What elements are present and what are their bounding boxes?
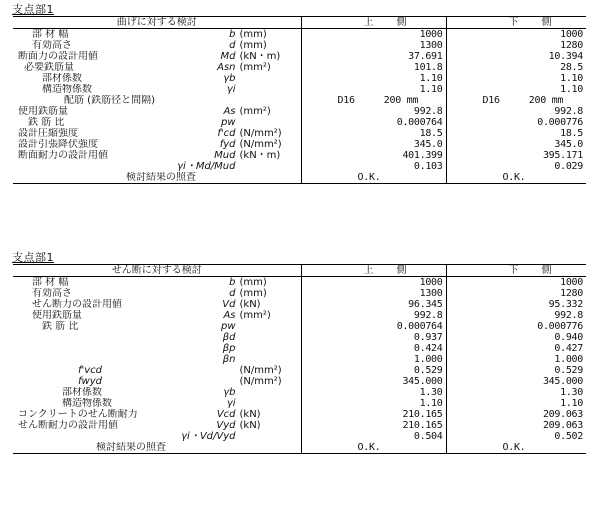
row-symbol: γi・Md/Mud xyxy=(177,161,236,172)
value-upper: 1.000 xyxy=(301,354,446,365)
row-unit: (kN・m) xyxy=(239,150,281,161)
table-row xyxy=(13,128,586,139)
value-upper: O.K. xyxy=(301,172,446,184)
table-row xyxy=(13,51,586,62)
row-symbol: Vcd xyxy=(216,409,236,420)
row-symbol: Mud xyxy=(214,150,236,161)
row-label xyxy=(13,321,301,332)
header-row xyxy=(13,265,586,277)
table-row xyxy=(13,387,586,398)
row-unit: (kN) xyxy=(239,420,261,431)
row-label xyxy=(13,73,301,84)
row-name: 必要鉄筋量 xyxy=(24,62,74,73)
value-lower: 345.0 xyxy=(554,139,583,150)
table-row xyxy=(13,161,586,172)
row-symbol: βn xyxy=(222,354,236,365)
value-upper: 0.103 xyxy=(301,161,446,172)
row-symbol: fyd xyxy=(219,139,236,150)
value-lower: 1.30 xyxy=(560,387,583,398)
row-symbol: b xyxy=(229,29,236,40)
value-lower: 0.502 xyxy=(554,431,583,442)
row-label xyxy=(13,409,301,420)
row-symbol: As xyxy=(223,310,236,321)
value-lower: 1.10 xyxy=(560,73,583,84)
value-upper: 37.691 xyxy=(301,51,446,62)
row-unit: (kN) xyxy=(239,409,261,420)
value-upper: 0.937 xyxy=(301,332,446,343)
section1-title: 支点部1 xyxy=(12,3,54,16)
row-name: 設計圧縮強度 xyxy=(18,128,78,139)
row-label xyxy=(13,95,301,106)
row-label xyxy=(13,376,301,387)
row-label xyxy=(13,442,301,454)
row-symbol: γi xyxy=(226,398,236,409)
row-unit: (mm) xyxy=(239,29,267,40)
value-upper: 1.30 xyxy=(301,387,446,398)
header-lower: 下 側 xyxy=(446,265,586,277)
row-label xyxy=(13,398,301,409)
row-label xyxy=(13,354,301,365)
value-upper: 1000 xyxy=(301,29,446,41)
row-unit: (N/mm²) xyxy=(239,365,282,376)
row-label xyxy=(13,40,301,51)
value-upper: 101.8 xyxy=(301,62,446,73)
value-lower: 28.5 xyxy=(560,62,583,73)
table-row xyxy=(13,84,586,95)
row-label xyxy=(13,332,301,343)
value-upper: 345.0 xyxy=(301,139,446,150)
value-lower: 95.332 xyxy=(548,299,583,310)
row-name: せん断力の設計用値 xyxy=(32,299,122,310)
table-row xyxy=(13,321,586,332)
row-unit: (N/mm²) xyxy=(239,376,282,387)
row-symbol: d xyxy=(229,288,236,299)
table-row xyxy=(13,106,586,117)
row-name: 検討結果の照査 xyxy=(126,172,196,183)
value-upper: 345.000 xyxy=(301,376,446,387)
value-upper: 0.529 xyxy=(301,365,446,376)
row-symbol: f'cd xyxy=(217,128,236,139)
value-upper: 18.5 xyxy=(301,128,446,139)
row-unit: (mm²) xyxy=(239,106,271,117)
value-upper: 1.10 xyxy=(301,73,446,84)
value-upper: 1.10 xyxy=(301,84,446,95)
table-row xyxy=(13,442,586,454)
row-name: 有効高さ xyxy=(32,40,72,51)
value-lower: 395.171 xyxy=(542,150,583,161)
row-symbol: Asn xyxy=(217,62,236,73)
header-lower: 下 側 xyxy=(446,17,586,29)
value-upper: 0.000764 xyxy=(301,321,446,332)
value-lower: O.K. xyxy=(446,172,586,184)
header-row xyxy=(13,17,586,29)
value-upper: 992.8 xyxy=(301,310,446,321)
row-label xyxy=(13,365,301,376)
row-symbol: b xyxy=(229,277,236,288)
row-symbol: γi・Vd/Vyd xyxy=(181,431,236,442)
row-symbol: fwyd xyxy=(78,376,102,387)
value-upper: 210.165 xyxy=(301,420,446,431)
row-label xyxy=(13,128,301,139)
value-lower: 209.063 xyxy=(542,420,583,431)
value-lower: 0.029 xyxy=(554,161,583,172)
value-lower: 1.10 xyxy=(560,398,583,409)
value-upper: 1.10 xyxy=(301,398,446,409)
row-name: 鉄 筋 比 xyxy=(28,117,65,128)
value-upper: 0.424 xyxy=(301,343,446,354)
row-symbol: Vyd xyxy=(216,420,236,431)
table-row xyxy=(13,332,586,343)
row-symbol: pw xyxy=(220,321,236,332)
value-lower: 0.000776 xyxy=(537,321,583,332)
value-lower: 992.8 xyxy=(554,106,583,117)
value-upper: 1000 xyxy=(301,277,446,289)
table-row xyxy=(13,139,586,150)
value-upper: 401.399 xyxy=(301,150,446,161)
row-name: せん断耐力の設計用値 xyxy=(18,420,118,431)
row-symbol: βd xyxy=(222,332,236,343)
row-symbol: Vd xyxy=(222,299,236,310)
table-row xyxy=(13,343,586,354)
value-upper: 992.8 xyxy=(301,106,446,117)
row-name: 設計引張降伏強度 xyxy=(18,139,98,150)
row-unit: (mm) xyxy=(239,277,267,288)
table-row xyxy=(13,29,586,41)
row-name: 部 材 幅 xyxy=(32,277,69,288)
row-name: 部材係数 xyxy=(62,387,102,398)
row-label xyxy=(13,420,301,431)
row-name: 部 材 幅 xyxy=(32,29,69,40)
row-label xyxy=(13,106,301,117)
value-lower: 345.000 xyxy=(542,376,583,387)
value-lower: 1280 xyxy=(560,288,583,299)
row-unit: (mm²) xyxy=(239,310,271,321)
table-row xyxy=(13,277,586,289)
table-row xyxy=(13,365,586,376)
row-name: 検討結果の照査 xyxy=(96,442,166,453)
header-label: せん断に対する検討 xyxy=(13,265,301,277)
row-label xyxy=(13,310,301,321)
value-lower: 0.427 xyxy=(554,343,583,354)
value-lower: 18.5 xyxy=(560,128,583,139)
row-unit: (mm) xyxy=(239,288,267,299)
header-upper: 上 側 xyxy=(301,17,446,29)
row-label xyxy=(13,150,301,161)
value-lower: 0.529 xyxy=(554,365,583,376)
value-upper: 1300 xyxy=(301,40,446,51)
value-lower: D16 200 mm xyxy=(482,95,564,106)
row-label xyxy=(13,277,301,289)
row-label xyxy=(13,161,301,172)
value-lower: 1.10 xyxy=(560,84,583,95)
value-lower: 1.000 xyxy=(554,354,583,365)
row-unit: (mm²) xyxy=(239,62,271,73)
row-name: 使用鉄筋量 xyxy=(18,106,68,117)
shear-check-table xyxy=(13,264,586,454)
row-unit: (kN・m) xyxy=(239,51,281,62)
row-label xyxy=(13,51,301,62)
table-row xyxy=(13,376,586,387)
row-name: 断面耐力の設計用値 xyxy=(18,150,108,161)
table-row xyxy=(13,299,586,310)
row-symbol: βp xyxy=(222,343,236,354)
value-upper: 96.345 xyxy=(301,299,446,310)
value-lower: 0.000776 xyxy=(537,117,583,128)
table-row xyxy=(13,117,586,128)
value-upper: 210.165 xyxy=(301,409,446,420)
value-lower: 1000 xyxy=(560,29,583,40)
value-lower: O.K. xyxy=(446,442,586,454)
value-upper: 0.000764 xyxy=(301,117,446,128)
value-upper: 0.504 xyxy=(301,431,446,442)
row-name: 鉄 筋 比 xyxy=(42,321,79,332)
value-lower: 0.940 xyxy=(554,332,583,343)
row-symbol: γb xyxy=(223,73,236,84)
row-name: 構造物係数 xyxy=(42,84,92,95)
bending-check-table xyxy=(13,16,586,184)
value-upper: D16 200 mm xyxy=(301,95,446,106)
table-row xyxy=(13,62,586,73)
row-label xyxy=(13,117,301,128)
row-label xyxy=(13,288,301,299)
row-name: 断面力の設計用値 xyxy=(18,51,98,62)
table-row xyxy=(13,95,586,106)
row-label xyxy=(13,343,301,354)
row-symbol: d xyxy=(229,40,236,51)
value-lower: 1280 xyxy=(560,40,583,51)
row-symbol: f'vcd xyxy=(78,365,103,376)
value-upper: 1300 xyxy=(301,288,446,299)
row-name: 部材係数 xyxy=(42,73,82,84)
table-row xyxy=(13,409,586,420)
header-upper: 上 側 xyxy=(301,265,446,277)
table-row xyxy=(13,73,586,84)
row-symbol: γi xyxy=(226,84,236,95)
row-symbol: pw xyxy=(220,117,236,128)
table-row xyxy=(13,172,586,184)
table-row xyxy=(13,150,586,161)
value-lower: 992.8 xyxy=(554,310,583,321)
value-lower: 1000 xyxy=(560,277,583,288)
row-label xyxy=(13,431,301,442)
row-label xyxy=(13,84,301,95)
row-name: 構造物係数 xyxy=(62,398,112,409)
value-upper: O.K. xyxy=(301,442,446,454)
table-row xyxy=(13,398,586,409)
value-lower: 10.394 xyxy=(548,51,583,62)
row-label xyxy=(13,62,301,73)
value-lower: 209.063 xyxy=(542,409,583,420)
table-row xyxy=(13,431,586,442)
row-unit: (N/mm²) xyxy=(239,139,282,150)
row-label xyxy=(13,29,301,41)
row-unit: (N/mm²) xyxy=(239,128,282,139)
row-symbol: As xyxy=(223,106,236,117)
table-row xyxy=(13,288,586,299)
header-label: 曲げに対する検討 xyxy=(13,17,301,29)
row-name: 配筋 (鉄筋径と間隔) xyxy=(64,95,155,106)
row-label xyxy=(13,299,301,310)
row-label xyxy=(13,172,301,184)
section2-title: 支点部1 xyxy=(12,251,54,264)
row-name: 使用鉄筋量 xyxy=(32,310,82,321)
table-row xyxy=(13,354,586,365)
row-label xyxy=(13,139,301,150)
row-symbol: Md xyxy=(220,51,236,62)
row-name: コンクリートのせん断耐力 xyxy=(18,409,138,420)
table-row xyxy=(13,420,586,431)
table-row xyxy=(13,40,586,51)
row-name: 有効高さ xyxy=(32,288,72,299)
row-label xyxy=(13,387,301,398)
row-unit: (kN) xyxy=(239,299,261,310)
row-unit: (mm) xyxy=(239,40,267,51)
table-row xyxy=(13,310,586,321)
row-symbol: γb xyxy=(223,387,236,398)
